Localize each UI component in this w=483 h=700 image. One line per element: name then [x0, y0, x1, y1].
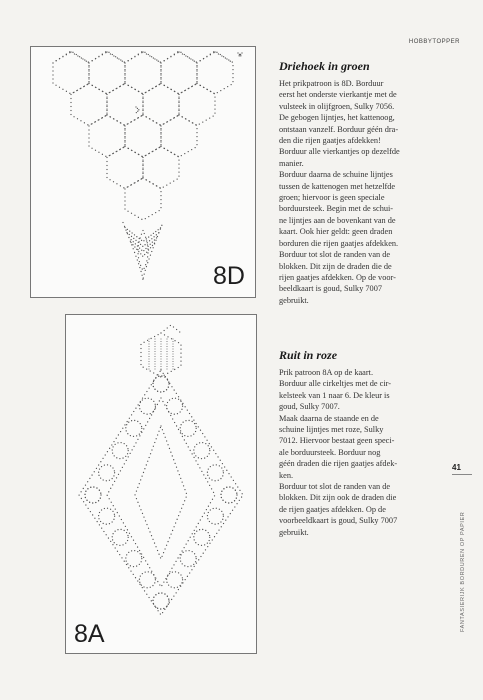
pattern-ornament [238, 53, 242, 57]
pattern-circle [194, 529, 210, 545]
article-title: Driehoek in groen [279, 59, 370, 73]
pattern-hex-cell [107, 84, 143, 126]
pattern-label-8a: 8A [74, 620, 105, 648]
pattern-top-peak [53, 51, 89, 63]
pattern-hex-cell [125, 178, 161, 220]
pattern-diamond-inner [135, 426, 187, 559]
pattern-card-8d [30, 46, 256, 298]
pattern-hex-cell [71, 84, 107, 126]
article-body: Prik patroon 8A op de kaart. Borduur alle cirkeltjes met de cir- kelsteek van 1 naar 6. De kleur is goud, Sulky 7007. Maak daarna de staande en de schuine lijntjes met roze, Sulky 7012. Hiervoor bestaat geen speci- ale borduursteek. Borduur nog géén draden die rijen gaatjes afdek- ken. Borduur tot slot de randen van de blokken. Dit zijn ook de draden die de rijen gaatjes afdekken. Op de voorbeeldkaart is goud, Sulky 7007 gebruikt. [279, 368, 398, 537]
pattern-diamond-outer [79, 370, 243, 615]
pattern-ornament [136, 107, 139, 113]
pattern-circle [126, 551, 142, 567]
pattern-cat-eye [138, 231, 148, 271]
pattern-hex-cell [161, 115, 197, 157]
pattern-circle [207, 508, 223, 524]
article-ruit [279, 348, 465, 538]
pattern-hex-cell [89, 115, 125, 157]
pattern-card-8a [65, 314, 257, 654]
pattern-hex-cell [143, 147, 179, 189]
pattern-leaf-tip [123, 223, 163, 281]
pattern-top-peak [161, 325, 181, 333]
pattern-circle [139, 398, 155, 414]
pattern-circle [180, 420, 196, 436]
pattern-hex-cell [161, 52, 197, 94]
pattern-top-peak [89, 51, 125, 63]
pattern-circle [85, 487, 101, 503]
article-body: Het prikpatroon is 8D. Borduur eerst het onderste vierkantje met de vulsteek in olijfgroen, Sulky 7056. De gebogen lijntjes, het kattenoog, ontstaan vanzelf. Borduur géén dra- den die rijen gaatjes afdekken! Borduur alle vierkantjes op dezelfde manier. Borduur daarna de schuine lijntjes tussen de kattenogen met hetzelfde groen; hiervoor is geen speciale borduursteek. Begin met de schui- ne lijntjes aan de bovenkant van de kaart. Ook hier geldt: geen draden borduren die rijen gaatjes afdekken. Borduur tot slot de randen van de blokken. Dit zijn de draden die de rijen gaatjes afdekken. Op de voor- beeldkaart is goud, Sulky 7007 gebruikt. [279, 79, 400, 305]
pattern-circle [180, 551, 196, 567]
article-title: Ruit in roze [279, 348, 338, 362]
pattern-circle [112, 529, 128, 545]
pattern-8d-diagram [31, 47, 255, 297]
page-rule [452, 474, 472, 475]
pattern-hex-cell [125, 52, 161, 94]
pattern-hex-cell [197, 52, 233, 94]
pattern-top-peak [197, 51, 233, 63]
pattern-hex-cell [53, 52, 89, 94]
pattern-circle [167, 398, 183, 414]
pattern-hex-cell [89, 52, 125, 94]
pattern-circle [139, 572, 155, 588]
pattern-leaf-line [125, 228, 161, 242]
pattern-circle [221, 487, 237, 503]
pattern-leaf-line [131, 243, 155, 257]
header-tag: HOBBYTOPPER [408, 39, 460, 45]
pattern-circle [99, 465, 115, 481]
pattern-hex-cell [143, 84, 179, 126]
pattern-hex-cell [179, 84, 215, 126]
pattern-circle [207, 465, 223, 481]
pattern-label-8d: 8D [213, 262, 245, 290]
article-driehoek [279, 59, 465, 306]
pattern-circle [126, 420, 142, 436]
pattern-top-peak [125, 51, 161, 63]
pattern-circle [167, 572, 183, 588]
running-title: FANTASIERIJK BORDUREN OP PAPIER [460, 511, 466, 632]
pattern-circle [112, 443, 128, 459]
pattern-top-peak [161, 51, 197, 63]
pattern-8a-diagram [66, 315, 256, 653]
pattern-circle [153, 593, 169, 609]
pattern-hex-cell [107, 147, 143, 189]
page-number: 41 [452, 463, 461, 472]
pattern-circle [99, 508, 115, 524]
pattern-hex-cell [125, 115, 161, 157]
pattern-circle [194, 443, 210, 459]
